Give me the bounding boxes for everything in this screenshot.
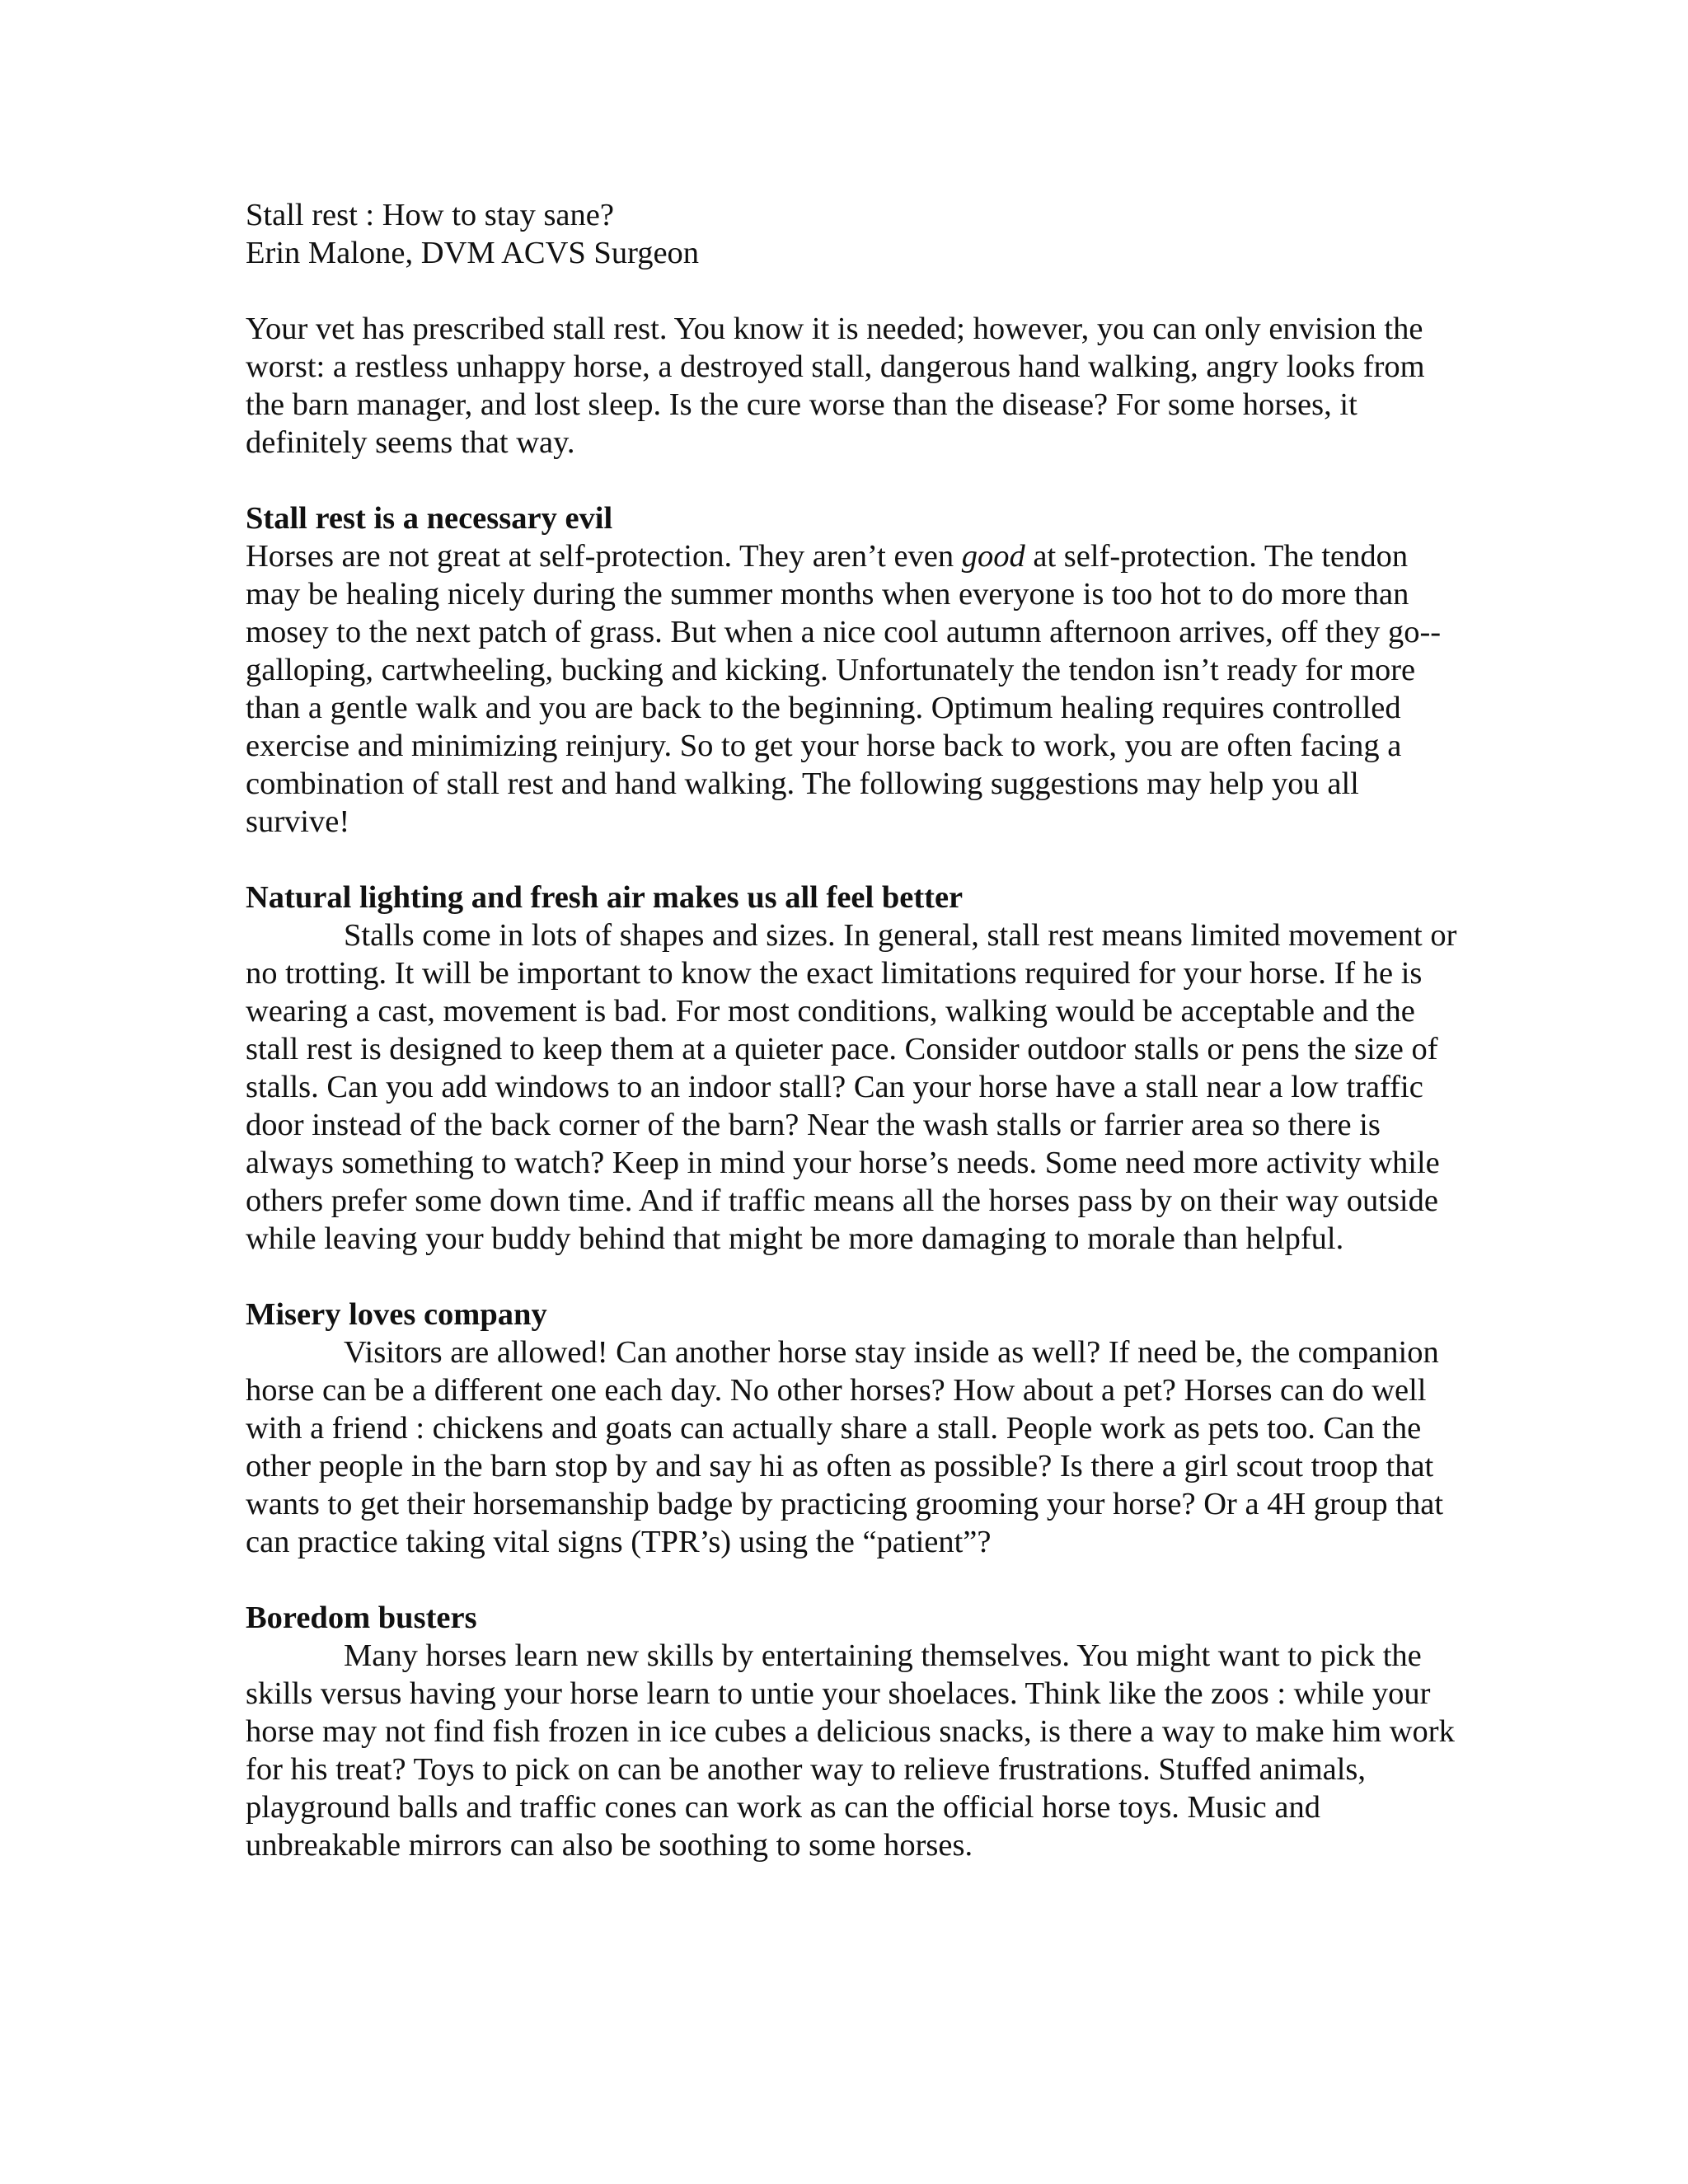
- section-natural-lighting: [246, 879, 1465, 1258]
- body-text-end: at self-protection. The tendon may be healing nicely during the summer months when everyone is too hot to do more than mosey to the next patch of grass. But when a nice cool autumn afternoon arrives, off they go-- galloping, cartwheeling, bucking and kicking. Unfortunately the tendon isn’t ready for more than a gentle walk and you are back to the beginning. Optimum healing requires controlled exercise and minimizing reinjury. So to get your horse back to work, you are often facing a combination of stall rest and hand walking. The following suggestions may help you all survive!: [246, 539, 1442, 839]
- intro-paragraph: Your vet has prescribed stall rest. You know it is needed; however, you can only envision the worst: a restless unhappy horse, a destroyed stall, dangerous hand walking, angry looks from the barn manager, and lost sleep. Is the cure worse than the disease? For some horses, it definitely seems that way.: [246, 312, 1425, 460]
- section-body: Stalls come in lots of shapes and sizes. In general, stall rest means limited movement or no trotting. It will be important to know the exact limitations required for your horse. If he is wearing a cast, movement is bad. For most conditions, walking would be acceptable and the stall rest is designed to keep them at a quieter pace. Consider outdoor stalls or pens the size of stalls. Can you add windows to an indoor stall? Can your horse have a stall near a low traffic door instead of the back corner of the barn? Near the wash stalls or farrier area so there is always something to watch? Keep in mind your horse’s needs. Some need more activity while others prefer some down time. And if traffic means all the horses pass by on their way outside while leaving your buddy behind that might be more damaging to morale than helpful.: [246, 918, 1457, 1256]
- section-heading: Boredom busters: [246, 1601, 477, 1635]
- document-title: Stall rest : How to stay sane?: [246, 198, 614, 232]
- body-text-start: Horses are not great at self-protection. They aren’t even: [246, 539, 962, 574]
- document-author: Erin Malone, DVM ACVS Surgeon: [246, 236, 700, 270]
- section-body: Visitors are allowed! Can another horse stay inside as well? If need be, the companion horse can be a different one each day. No other horses? How about a pet? Horses can do well with a friend : chickens and goats can actually share a stall. People work as pets too. Can the other people in the barn stop by and say hi as often as possible? Is there a girl scout troop that wants to get their horsemanship badge by practicing grooming your horse? Or a 4H group that can practice taking vital signs (TPR’s) using the “patient”?: [246, 1335, 1444, 1559]
- section-body: Many horses learn new skills by entertaining themselves. You might want to pick the skills versus having your horse learn to untie your shoelaces. Think like the zoos : while your horse may not find fish frozen in ice cubes a delicious snacks, is there a way to make him work for his treat? Toys to pick on can be another way to relieve frustrations. Stuffed animals, playground balls and traffic cones can work as can the official horse toys. Music and unbreakable mirrors can also be soothing to some horses.: [246, 1638, 1455, 1863]
- section-misery-loves-company: [246, 1296, 1465, 1561]
- section-heading: Natural lighting and fresh air makes us all feel better: [246, 880, 964, 915]
- section-necessary-evil: [246, 499, 1465, 841]
- body-emphasis: good: [961, 539, 1025, 574]
- document-page: [246, 196, 1465, 1864]
- section-heading: Stall rest is a necessary evil: [246, 501, 613, 536]
- section-heading: Misery loves company: [246, 1297, 547, 1332]
- section-body: [246, 537, 1465, 841]
- title-block: [246, 196, 1465, 272]
- section-boredom-busters: [246, 1599, 1465, 1864]
